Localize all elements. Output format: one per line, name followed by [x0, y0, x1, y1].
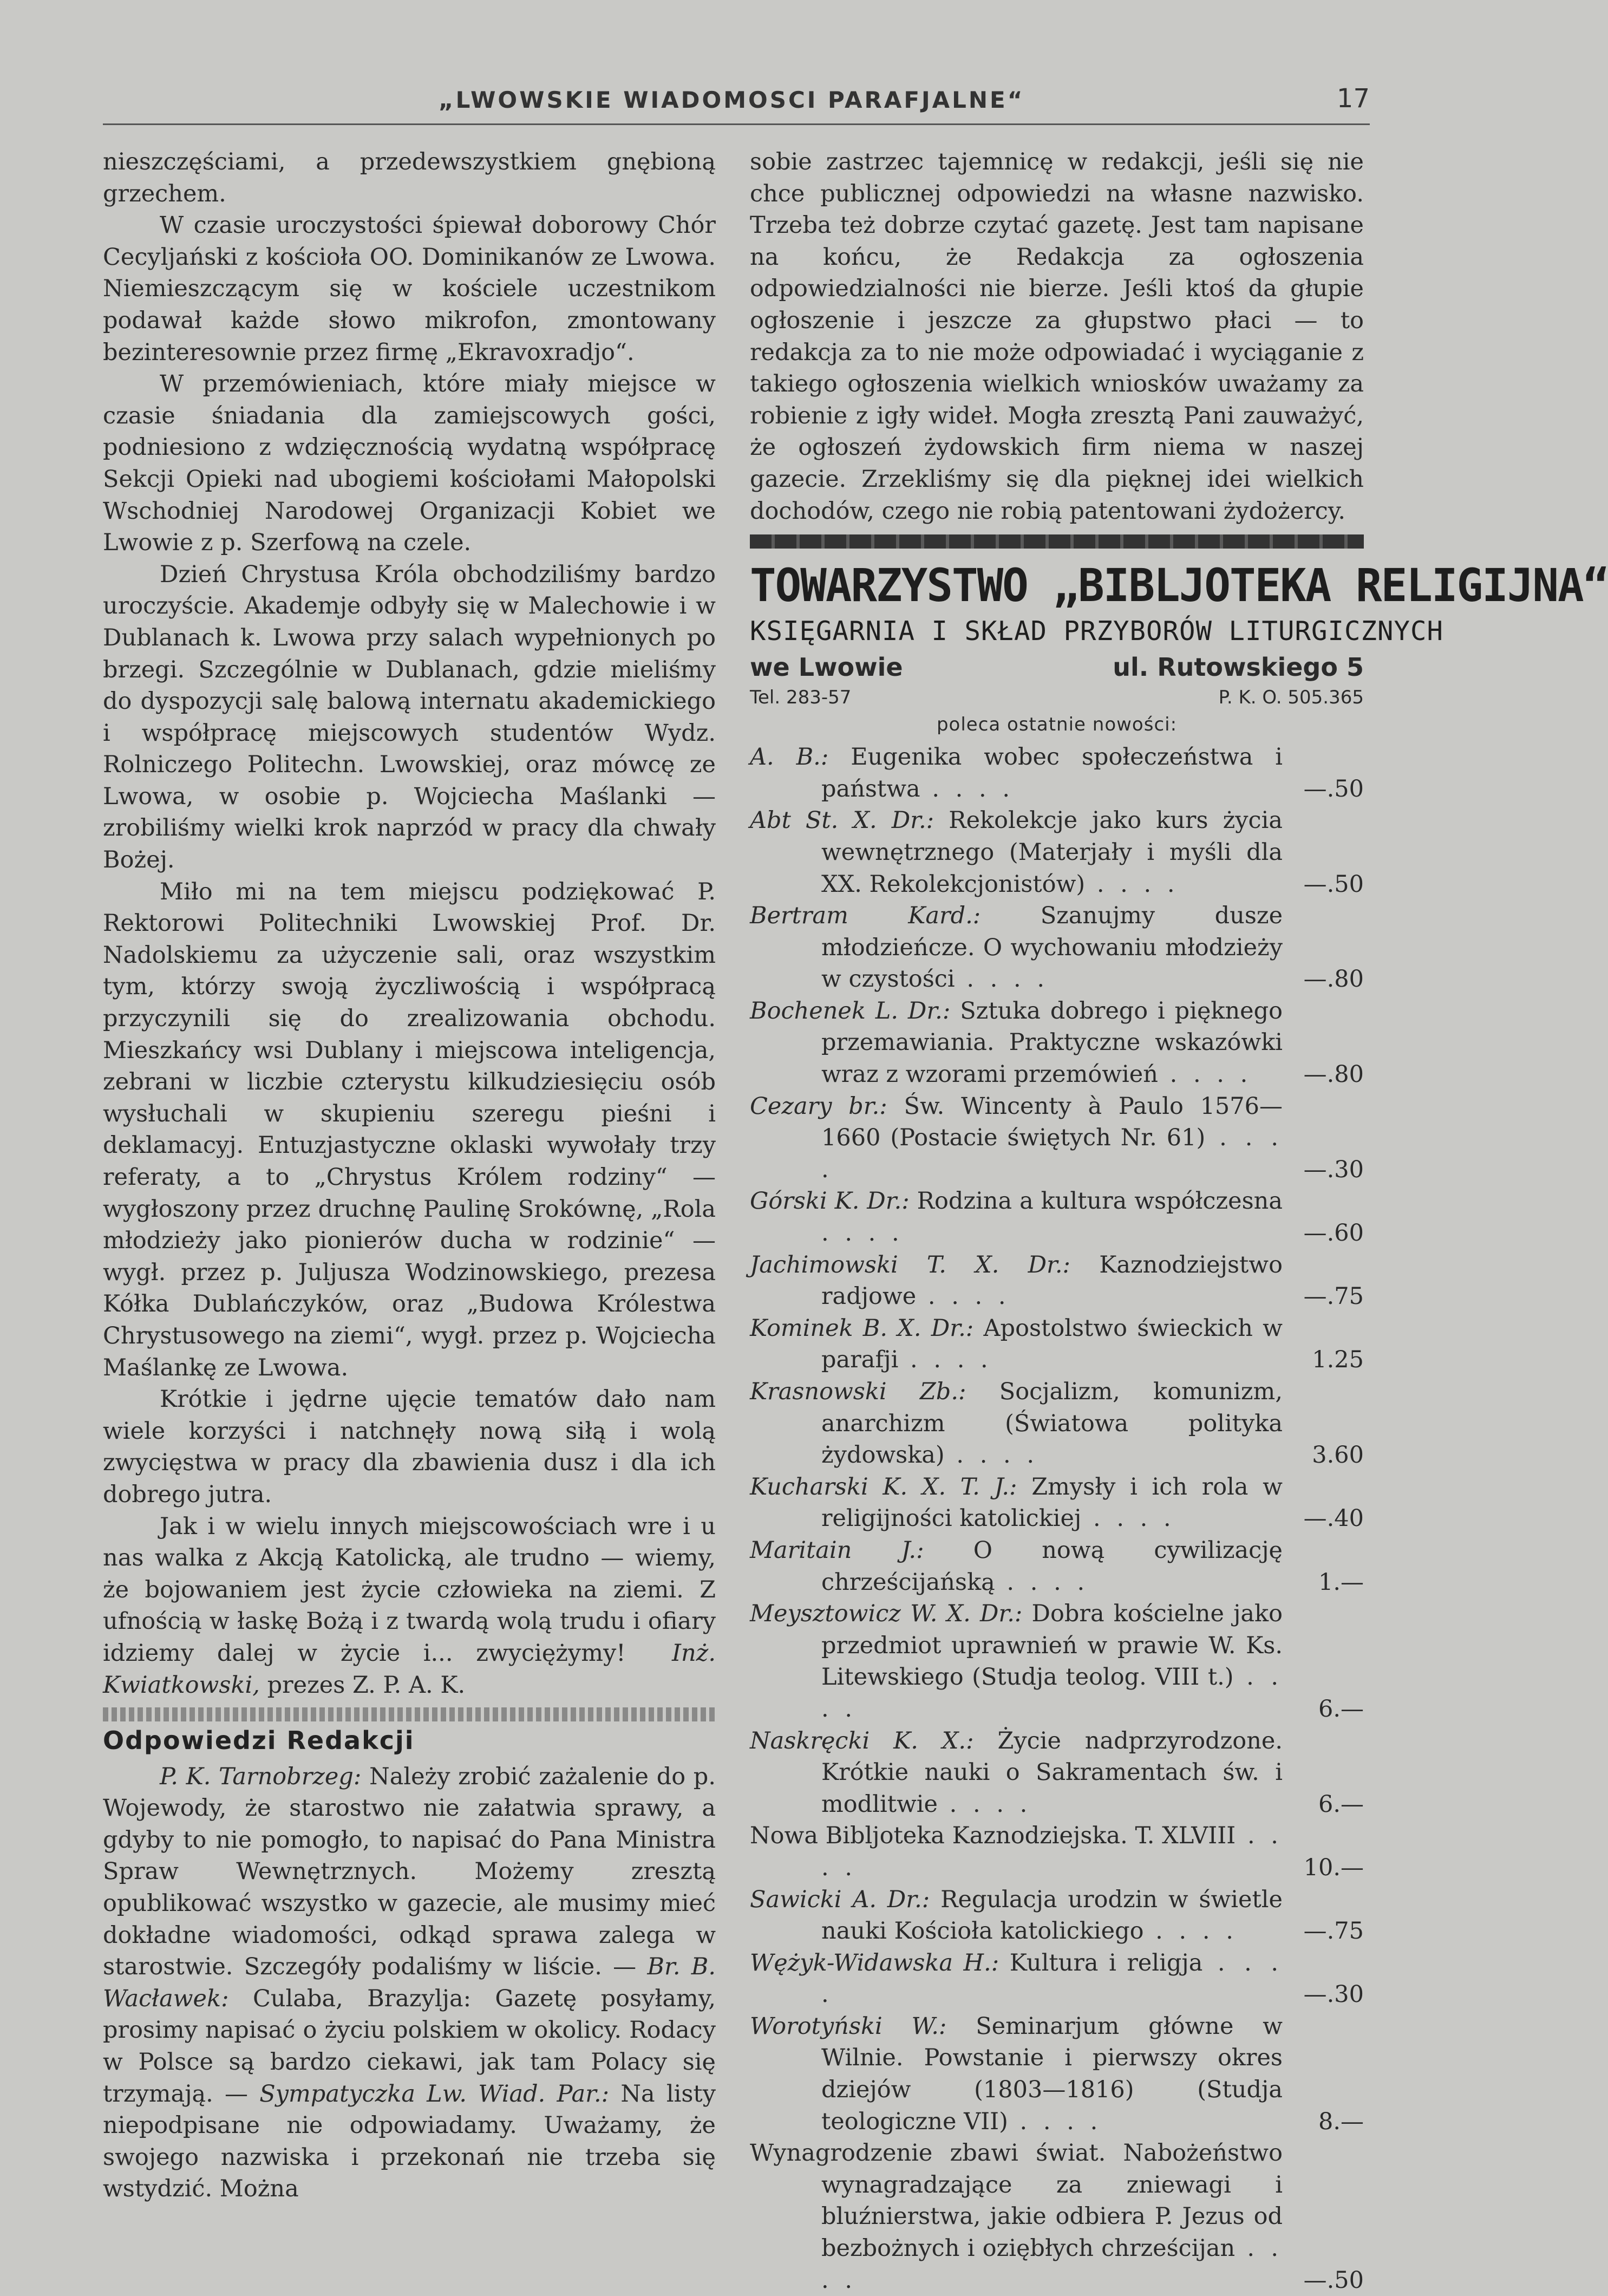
paragraph: W czasie uroczystości śpiewał doborowy Chór Cecyljański z kościoła OO. Dominikanów ze Lwowa. Niemieszczącym się w kościele uczestnikom podawał każde słowo mikrofon, zmontowany bezinteresownie przez firmę „Ekravoxradjo“.: [103, 212, 716, 366]
leader-dots: . . . .: [920, 775, 1015, 803]
book-price: —.80: [1303, 1061, 1364, 1088]
book-author: Krasnowski Zb.:: [750, 1378, 966, 1405]
leader-dots: . . . .: [1008, 2108, 1102, 2135]
book-description: [750, 1947, 1364, 2011]
book-entry: [750, 900, 1364, 995]
leader-dots: . . . .: [1158, 1061, 1252, 1088]
book-price: —.80: [1303, 966, 1364, 993]
leader-dots: . . . .: [1143, 1917, 1238, 1945]
leader-dots: . . . .: [821, 1124, 1283, 1183]
answer-addressee: Sympatyczka Lw. Wiad. Par.:: [259, 2080, 610, 2108]
book-entry: [750, 1725, 1364, 1821]
book-author: Jachimowski T. X. Dr.:: [750, 1251, 1071, 1279]
book-author: Worotyński W.:: [750, 2012, 947, 2040]
book-description: [750, 1249, 1364, 1313]
book-entry: [750, 1313, 1364, 1376]
book-entry: [750, 1376, 1364, 1471]
leader-dots: . . . .: [821, 2235, 1283, 2294]
book-entry: [750, 1947, 1364, 2011]
book-title: Kultura i religja: [1009, 1949, 1203, 1977]
leader-dots: . . . .: [821, 1664, 1283, 1723]
answer-text: Na listy niepodpisane nie odpowiadamy. Uważamy, że swojego nazwiska i przekonań nie trzeba się wstydzić. Można: [103, 2080, 716, 2203]
book-title: Zmysły i ich rola w religijności katolickiej: [821, 1473, 1283, 1532]
book-price: —.75: [1303, 1917, 1364, 1945]
leader-dots: . . . .: [898, 1346, 992, 1374]
book-entry: [750, 2011, 1364, 2137]
book-entry: [750, 1884, 1364, 1947]
book-price: —.75: [1303, 1283, 1364, 1310]
book-price: —.50: [1303, 870, 1364, 898]
paragraph-with-signature: [103, 1511, 716, 1701]
answers-paragraph: [103, 1761, 716, 2205]
book-entry: [750, 1185, 1364, 1249]
book-title: Eugenika wobec społeczeństwa i państwa: [821, 743, 1283, 803]
book-entry: [750, 741, 1364, 805]
advert-city: we Lwowie: [750, 653, 903, 682]
book-entry: [750, 1535, 1364, 1598]
answer-text: Culaba, Brazylja: Gazetę posyłamy, prosimy napisać o życiu polskiem w okolicy. Rodacy w Polsce są bardzo ciekawi, jak tam Polacy się trzymają. —: [103, 1985, 716, 2108]
book-description: [750, 805, 1364, 900]
book-price: 6.—: [1318, 1790, 1364, 1818]
book-price: 3.60: [1312, 1441, 1364, 1469]
book-author: Meysztowicz W. X. Dr.:: [750, 1600, 1023, 1628]
right-column: [750, 146, 1608, 2296]
book-entry: [750, 1820, 1364, 1883]
book-entry: [750, 1091, 1364, 1186]
page-header: [103, 76, 1370, 125]
book-author: Cezary br.:: [750, 1092, 887, 1120]
book-price: 10.—: [1303, 1854, 1364, 1881]
running-title: „LWOWSKIE WIADOMOSCI PARAFJALNE“: [439, 87, 1025, 113]
book-title: Seminarjum główne w Wilnie. Powstanie i pierwszy okres dziejów (1803—1816) (Studja teologiczne VII): [821, 2012, 1283, 2135]
signature-role: prezes Z. P. A. K.: [267, 1671, 466, 1699]
book-author: A. B.:: [750, 743, 829, 771]
book-list: [750, 741, 1364, 2296]
answer-text: Należy zrobić zażalenie do p. Wojewody, że starostwo nie załatwia sprawy, a gdyby to nie pomogło, to napisać do Pana Ministra Spraw Wewnętrznych. Możemy zresztą opublikować wszystko w gazecie, ale musimy mieć dokładne wiadomości, odkąd sprawa zalega w starostwie. Szczegóły podaliśmy w liście. —: [103, 1763, 716, 1981]
advert-address-row: [750, 650, 1364, 684]
book-title: Św. Wincenty à Paulo 1576—1660 (Postacie świętych Nr. 61): [821, 1092, 1283, 1152]
book-entry: [750, 2137, 1364, 2296]
book-description: [750, 2011, 1364, 2137]
book-price: —.50: [1303, 2266, 1364, 2294]
answer-addressee: P. K. Tarnobrzeg:: [160, 1763, 362, 1790]
paragraph: Miło mi na tem miejscu podziękować P. Rektorowi Politechniki Lwowskiej Prof. Dr. Nadolskiemu za użyczenie sali, oraz wszystkim tym, którzy swoją życzliwością i współpracą przyczynili się do zrealizowania obchodu. Mieszkańcy wsi Dublany i miejscowa inteligencja, zebrani w liczbie czterystu kilkudziesięciu osób wysłuchali w skupieniu szeregu pieśni i deklamacyj. Entuzjastyczne oklaski wywołały trzy referaty, a to „Chrystus Królem rodziny“ — wygłoszony przez druchnę Paulinę Srokównę, „Rola młodzieży jako pionierów ducha w rodzinie“ — wygł. przez p. Juljusza Wodzinowskiego, prezesa Kółka Dublańczyków, oraz „Budowa Królestwa Chrystusowego na ziemi“, wygł. przez p. Wojciecha Maślankę ze Lwowa.: [103, 878, 716, 1381]
book-description: [750, 900, 1364, 995]
book-description: [750, 995, 1364, 1091]
book-description: [750, 1820, 1364, 1883]
book-author: Naskręcki K. X.:: [750, 1727, 974, 1754]
book-title: Sztuka dobrego i pięknego przemawiania. Praktyczne wskazówki wraz z wzorami przemówień: [821, 997, 1283, 1088]
book-price: 6.—: [1318, 1695, 1364, 1723]
book-description: [750, 1313, 1364, 1376]
book-title: Rekolekcje jako kurs życia wewnętrznego (Materjały i myśli dla XX. Rekolekcjonistów): [821, 807, 1283, 898]
book-description: [750, 1471, 1364, 1535]
book-author: Sawicki A. Dr.:: [750, 1886, 930, 1913]
advert-title: TOWARZYSTWO „BIBLJOTEKA RELIGIJNA“: [750, 559, 1608, 612]
book-entry: [750, 1598, 1364, 1725]
book-price: —.60: [1303, 1219, 1364, 1247]
book-description: [750, 1598, 1364, 1725]
leader-dots: . . . .: [944, 1441, 1039, 1469]
book-description: [750, 1091, 1364, 1186]
book-title: Życie nadprzyrodzone. Krótkie nauki o Sakramentach św. i modlitwie: [821, 1727, 1283, 1818]
advert-top-band: [750, 534, 1364, 549]
book-description: [750, 1535, 1364, 1598]
book-description: [750, 1884, 1364, 1947]
book-entry: [750, 995, 1364, 1091]
book-entry: [750, 805, 1364, 900]
advert-contact-row: [750, 684, 1364, 711]
book-title: Rodzina a kultura współczesna: [917, 1188, 1283, 1215]
book-price: —.30: [1303, 1981, 1364, 2008]
paragraph: Krótkie i jędrne ujęcie tematów dało nam wiele korzyści i natchnęły nową siłą i wolą zwycięstwa w pracy dla zbawienia dusz i dla ich dobrego jutra.: [103, 1386, 716, 1508]
book-title: Kaznodziejstwo radjowe: [821, 1251, 1283, 1310]
book-title: Szanujmy dusze młodzieńcze. O wychowaniu młodzieży w czystości: [821, 902, 1283, 993]
ornamental-divider: [103, 1707, 716, 1721]
continuation-paragraph: sobie zastrzec tajemnicę w redakcji, jeśli się nie chce publicznej odpowiedzi na własne nazwisko. Trzeba też dobrze czytać gazetę. Jest tam napisane na końcu, że Redakcja za ogłoszenia odpowiedzialności nie bierze. Jeśli ktoś da głupie ogłoszenie i jeszcze za głupstwo płaci — to redakcja za to nie może odpowiadać i wyciąganie z takiego ogłoszenia wielkich wniosków uważamy za robienie z igły wideł. Mogła zresztą Pani zauważyć, że ogłoszeń żydowskich firm niema w naszej gazecie. Zrzekliśmy się dla pięknej idei wielkich dochodów, czego nie robią patentowani żydożercy.: [750, 148, 1364, 525]
book-entry: [750, 1249, 1364, 1313]
book-description: [750, 1376, 1364, 1471]
book-title: Regulacja urodzin w świetle nauki Kościoła katolickiego: [821, 1886, 1283, 1945]
paragraph: Dzień Chrystusa Króla obchodziliśmy bardzo uroczyście. Akademje odbyły się w Malechowie i w Dublanach k. Lwowa przy salach wypełnionych po brzegi. Szczególnie w Dublanach, gdzie mieliśmy do dyspozycji salę balową internatu akademickiego i współpracę miejscowych studentów Wydz. Rolniczego Politechn. Lwowskiej, oraz mówcę ze Lwowa, w osobie p. Wojciecha Maślanki — zrobiliśmy wielki krok naprzód w pracy dla chwały Bożej.: [103, 560, 716, 874]
answer-addressee: Br. B. Wacławek:: [103, 1953, 716, 2012]
leader-dots: . . . .: [821, 1219, 904, 1247]
paragraph: nieszczęściami, a przedewszystkiem gnębioną grzechem.: [103, 148, 716, 207]
paragraph: W przemówieniach, które miały miejsce w czasie śniadania dla zamiejscowych gości, podniesiono z wdzięcznością wydatną współpracę Sekcji Opieki nad ubogiemi kościołami Małopolski Wschodniej Narodowej Organizacji Kobiet we Lwowie z p. Szerfową na czele.: [103, 370, 716, 557]
book-price: —.50: [1303, 775, 1364, 803]
signature-name: Inż. Kwiatkowski,: [103, 1639, 716, 1699]
page-number: 17: [1336, 83, 1370, 114]
advert-street: ul. Rutowskiego 5: [1113, 653, 1364, 682]
book-author: Bochenek L. Dr.:: [750, 997, 951, 1025]
book-title: Wynagrodzenie zbawi świat. Nabożeństwo wynagradzające za zniewagi i bluźnierstwa, jakie odbiera P. Jezus od bezbożnych i oziębłych chrześcijan: [750, 2140, 1283, 2262]
book-title: O nową cywilizację chrześcijańską: [821, 1536, 1283, 1596]
leader-dots: . . . .: [821, 1949, 1283, 2008]
book-author: Kominek B. X. Dr.:: [750, 1314, 974, 1342]
book-author: Kucharski K. X. T. J.:: [750, 1473, 1017, 1501]
book-title: Apostolstwo świeckich w parafji: [821, 1314, 1283, 1374]
advert-phone: Tel. 283-57: [750, 687, 852, 709]
book-price: 1.25: [1312, 1346, 1364, 1374]
leader-dots: . . . .: [955, 966, 1049, 993]
book-price: —.30: [1303, 1156, 1364, 1183]
book-entry: [750, 1471, 1364, 1535]
book-description: [750, 2137, 1364, 2296]
book-author: Górski K. Dr.:: [750, 1188, 910, 1215]
book-price: 1.—: [1318, 1568, 1364, 1596]
left-column: [103, 146, 716, 2205]
section-heading: Odpowiedzi Redakcji: [103, 1726, 415, 1756]
book-description: [750, 741, 1364, 805]
book-price: —.40: [1303, 1505, 1364, 1532]
book-description: [750, 1185, 1364, 1249]
leader-dots: . . . .: [1085, 870, 1179, 898]
advert-intro: poleca ostatnie nowości:: [936, 714, 1178, 736]
book-author: Abt St. X. Dr.:: [750, 807, 934, 834]
book-title: Nowa Bibljoteka Kaznodziejska. T. XLVIII: [750, 1822, 1236, 1850]
book-author: Bertram Kard.:: [750, 902, 981, 930]
advert-subtitle: KSIĘGARNIA I SKŁAD PRZYBORÓW LITURGICZNYCH: [750, 616, 1444, 647]
leader-dots: . . . .: [1081, 1505, 1175, 1532]
advert-pko: P. K. O. 505.365: [1218, 687, 1364, 709]
header-rule: [103, 123, 1370, 125]
leader-dots: . . . .: [937, 1790, 1032, 1818]
book-title: Socjalizm, komunizm, anarchizm (Światowa polityka żydowska): [821, 1378, 1283, 1469]
book-title: Dobra kościelne jako przedmiot uprawnień w prawie W. Ks. Litewskiego (Studja teolog. VIII t.): [821, 1600, 1283, 1691]
leader-dots: . . . .: [916, 1283, 1010, 1310]
leader-dots: . . . .: [821, 1822, 1283, 1881]
book-author: Maritain J.:: [750, 1536, 924, 1564]
book-author: Wężyk-Widawska H.:: [750, 1949, 999, 1977]
book-description: [750, 1725, 1364, 1821]
leader-dots: . . . .: [995, 1568, 1089, 1596]
paragraph: Jak i w wielu innych miejscowościach wre i u nas walka z Akcją Katolicką, ale trudno — wiemy, że bojowaniem jest życie człowieka na ziemi. Z ufnością w łaskę Bożą i z twardą wolą trudu i ofiary idziemy dalej w życie i... zwyciężymy!: [103, 1512, 716, 1667]
book-price: 8.—: [1318, 2108, 1364, 2135]
